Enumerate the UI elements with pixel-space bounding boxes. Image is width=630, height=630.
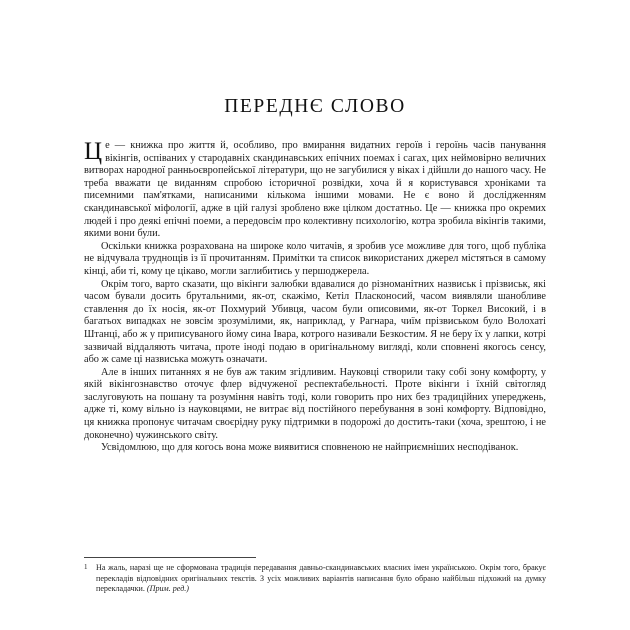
page-title: ПЕРЕДНЄ СЛОВО xyxy=(224,96,406,117)
footnote-marker: 1 xyxy=(84,563,88,572)
drop-cap: Ц xyxy=(84,138,103,165)
footnote-section xyxy=(84,557,546,594)
footnote-divider xyxy=(84,557,256,558)
paragraph-1 xyxy=(84,140,546,241)
footnote-text: На жаль, наразі ще не сформована традиція передавання давньо-скандинавських власних імен українською. Окрім того, бракує перекладів відповідних оригінальних текстів. З усіх можливих варіантів написання було обрано найбільш підхожий на думку перекладачки. xyxy=(96,563,546,593)
paragraph-4: Але в інших питаннях я не був аж таким згідливим. Науковці створили таку собі зону комфорту, у якій вікінгознавство оточує флер відчуженої респектабельності. Проте вікінги і їхній світогляд заслуговують на пошану та розуміння навіть тоді, коли говорить про них без традиційних упереджень, адже ті, кому вільно із науковцями, не витрає від постійного перебування в зоні комфорту. Відповідно, ця книжка пропонує читачам своєрідну руку підтримки в подорожі до достить-таки (хоча, зрештою, і не доконечно) чужинського світу. xyxy=(84,366,546,441)
body-text xyxy=(84,140,546,455)
footnote xyxy=(84,563,546,594)
paragraph-3: Окрім того, варто сказати, що вікінги залюбки вдавалися до різноманітних назвиськ і прізвиськ, які часом бували досить брутальними, як-от, скажімо, Кетіл Пласконосий, часом виявляли шанобливе ставлення до їх носія, як-от Похмурий Убивця, часом були описовими, як-от Торкел Високий, і в багатьох випадках не зовсім зрозумілими, як, наприклад, у Рагнара, чиїм прізвиськом було Волохаті Штанці, або ж у приписуваного йому сина Івара, котрого називали Безкостим. Я не беру їх у лапки, котрі зазвичай віддаляють читача, проте іноді подаю в оригінальному вигляді, коли сповнені якогось сенсу, або ж саме ці назвиська можуть означати. xyxy=(84,278,546,366)
footnote-attribution: (Прим. ред.) xyxy=(146,583,190,593)
paragraph-1-text: е — книжка про життя й, особливо, про вмирання видатних героїв і героїнь часів панування вікінгів, оспіваних у стародавніх скандинавських епічних поемах і сагах, цих неймовірно величних витворах народної ранньоєвропейської літератури, що не загубилися у віках і дійшли до нашого часу. Не треба вважати це виданням спробою історичної розвідки, хоча й я користувався хроніками та писемними пам'ятками, написаними кількома іншими мовами. Не є воно й дослідженням скандинавської міфології, адже в цій галузі зроблено вже цілком достатньо. Це — книжка про окремих людей і про деякі епічні поеми, а передовсім про колективну психологію, котра зробила вікінгів такими, якими вони були. xyxy=(84,140,546,240)
paragraph-5: Усвідомлюю, що для когось вона може виявитися сповненою не найприємніших несподіванок. xyxy=(101,442,519,454)
paragraph-2: Оскільки книжка розрахована на широке коло читачів, я зробив усе можливе для того, щоб публіка не відчувала труднощів із її прочитанням. Примітки та список використаних джерел містяться в самому кінці, аби ті, кому це цікаво, могли заглибитись у першоджерела. xyxy=(84,240,546,277)
